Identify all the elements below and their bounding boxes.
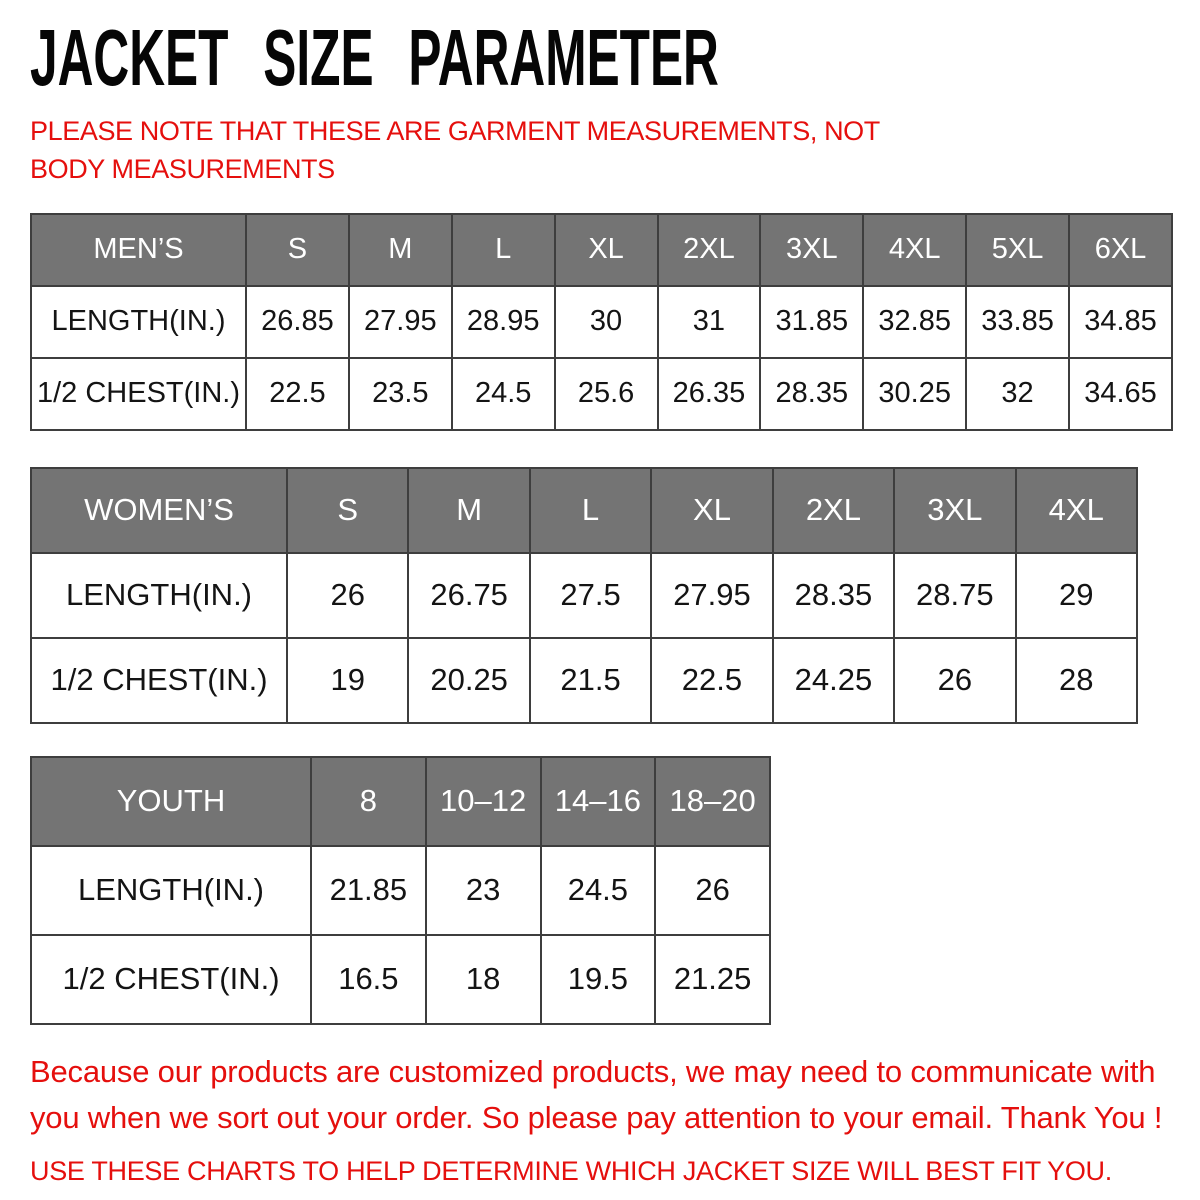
page-title: JACKET SIZE PARAMETER — [30, 13, 719, 102]
size-header-cell: XL — [651, 468, 772, 553]
table-row — [31, 286, 1172, 358]
value-cell: 23 — [426, 846, 541, 935]
size-header-cell: 10–12 — [426, 757, 541, 846]
value-cell: 21.85 — [311, 846, 426, 935]
value-cell: 24.5 — [452, 358, 555, 430]
value-cell: 18 — [426, 935, 541, 1024]
value-cell: 32.85 — [863, 286, 966, 358]
row-label-cell: LENGTH(IN.) — [31, 846, 311, 935]
size-header-cell: 5XL — [966, 214, 1069, 286]
value-cell: 26.75 — [408, 553, 529, 638]
size-header-cell: 8 — [311, 757, 426, 846]
size-header-cell: M — [408, 468, 529, 553]
size-header-cell: 2XL — [773, 468, 894, 553]
mens-size-table — [30, 213, 1173, 431]
table-row — [31, 935, 770, 1024]
value-cell: 25.6 — [555, 358, 658, 430]
size-header-cell: 4XL — [1016, 468, 1137, 553]
row-label-cell: 1/2 CHEST(IN.) — [31, 358, 246, 430]
womens-size-table — [30, 467, 1138, 724]
row-label-cell: 1/2 CHEST(IN.) — [31, 638, 287, 723]
value-cell: 19.5 — [541, 935, 656, 1024]
value-cell: 27.95 — [349, 286, 452, 358]
table-header-row — [31, 468, 1137, 553]
value-cell: 27.5 — [530, 553, 651, 638]
value-cell: 31 — [658, 286, 761, 358]
size-header-cell: 3XL — [894, 468, 1015, 553]
value-cell: 30 — [555, 286, 658, 358]
value-cell: 19 — [287, 638, 408, 723]
size-header-cell: 3XL — [760, 214, 863, 286]
value-cell: 28.35 — [760, 358, 863, 430]
table-row — [31, 638, 1137, 723]
garment-measurement-note: PLEASE NOTE THAT THESE ARE GARMENT MEASUREMENTS, NOT BODY MEASUREMENTS — [30, 116, 880, 185]
value-cell: 34.65 — [1069, 358, 1172, 430]
youth-size-table — [30, 756, 771, 1025]
table-name-cell: MEN’S — [31, 214, 246, 286]
table-header-row — [31, 757, 770, 846]
table-row — [31, 553, 1137, 638]
value-cell: 29 — [1016, 553, 1137, 638]
value-cell: 23.5 — [349, 358, 452, 430]
custom-order-notice: Because our products are customized products, we may need to communicate with you when we sort out your order. So please pay attention to your email. Thank You ! — [30, 1053, 1163, 1136]
value-cell: 21.5 — [530, 638, 651, 723]
table-row — [31, 846, 770, 935]
value-cell: 26 — [894, 638, 1015, 723]
size-header-cell: 4XL — [863, 214, 966, 286]
value-cell: 20.25 — [408, 638, 529, 723]
value-cell: 34.85 — [1069, 286, 1172, 358]
row-label-cell: 1/2 CHEST(IN.) — [31, 935, 311, 1024]
table-row — [31, 358, 1172, 430]
size-header-cell: XL — [555, 214, 658, 286]
value-cell: 28.95 — [452, 286, 555, 358]
value-cell: 32 — [966, 358, 1069, 430]
chart-usage-advice: USE THESE CHARTS TO HELP DETERMINE WHICH JACKET SIZE WILL BEST FIT YOU. — [30, 1155, 1112, 1186]
value-cell: 28.35 — [773, 553, 894, 638]
size-header-cell: 6XL — [1069, 214, 1172, 286]
value-cell: 31.85 — [760, 286, 863, 358]
size-header-cell: S — [287, 468, 408, 553]
size-chart-page — [30, 13, 1174, 1187]
value-cell: 27.95 — [651, 553, 772, 638]
size-header-cell: 14–16 — [541, 757, 656, 846]
value-cell: 33.85 — [966, 286, 1069, 358]
value-cell: 22.5 — [651, 638, 772, 723]
value-cell: 30.25 — [863, 358, 966, 430]
value-cell: 28 — [1016, 638, 1137, 723]
size-header-cell: M — [349, 214, 452, 286]
table-header-row — [31, 214, 1172, 286]
value-cell: 24.25 — [773, 638, 894, 723]
value-cell: 26 — [287, 553, 408, 638]
table-name-cell: YOUTH — [31, 757, 311, 846]
row-label-cell: LENGTH(IN.) — [31, 286, 246, 358]
value-cell: 26.85 — [246, 286, 349, 358]
value-cell: 28.75 — [894, 553, 1015, 638]
size-header-cell: 2XL — [658, 214, 761, 286]
size-header-cell: L — [530, 468, 651, 553]
value-cell: 22.5 — [246, 358, 349, 430]
size-header-cell: S — [246, 214, 349, 286]
value-cell: 26.35 — [658, 358, 761, 430]
value-cell: 21.25 — [655, 935, 770, 1024]
size-header-cell: L — [452, 214, 555, 286]
value-cell: 26 — [655, 846, 770, 935]
size-header-cell: 18–20 — [655, 757, 770, 846]
value-cell: 16.5 — [311, 935, 426, 1024]
value-cell: 24.5 — [541, 846, 656, 935]
row-label-cell: LENGTH(IN.) — [31, 553, 287, 638]
table-name-cell: WOMEN’S — [31, 468, 287, 553]
